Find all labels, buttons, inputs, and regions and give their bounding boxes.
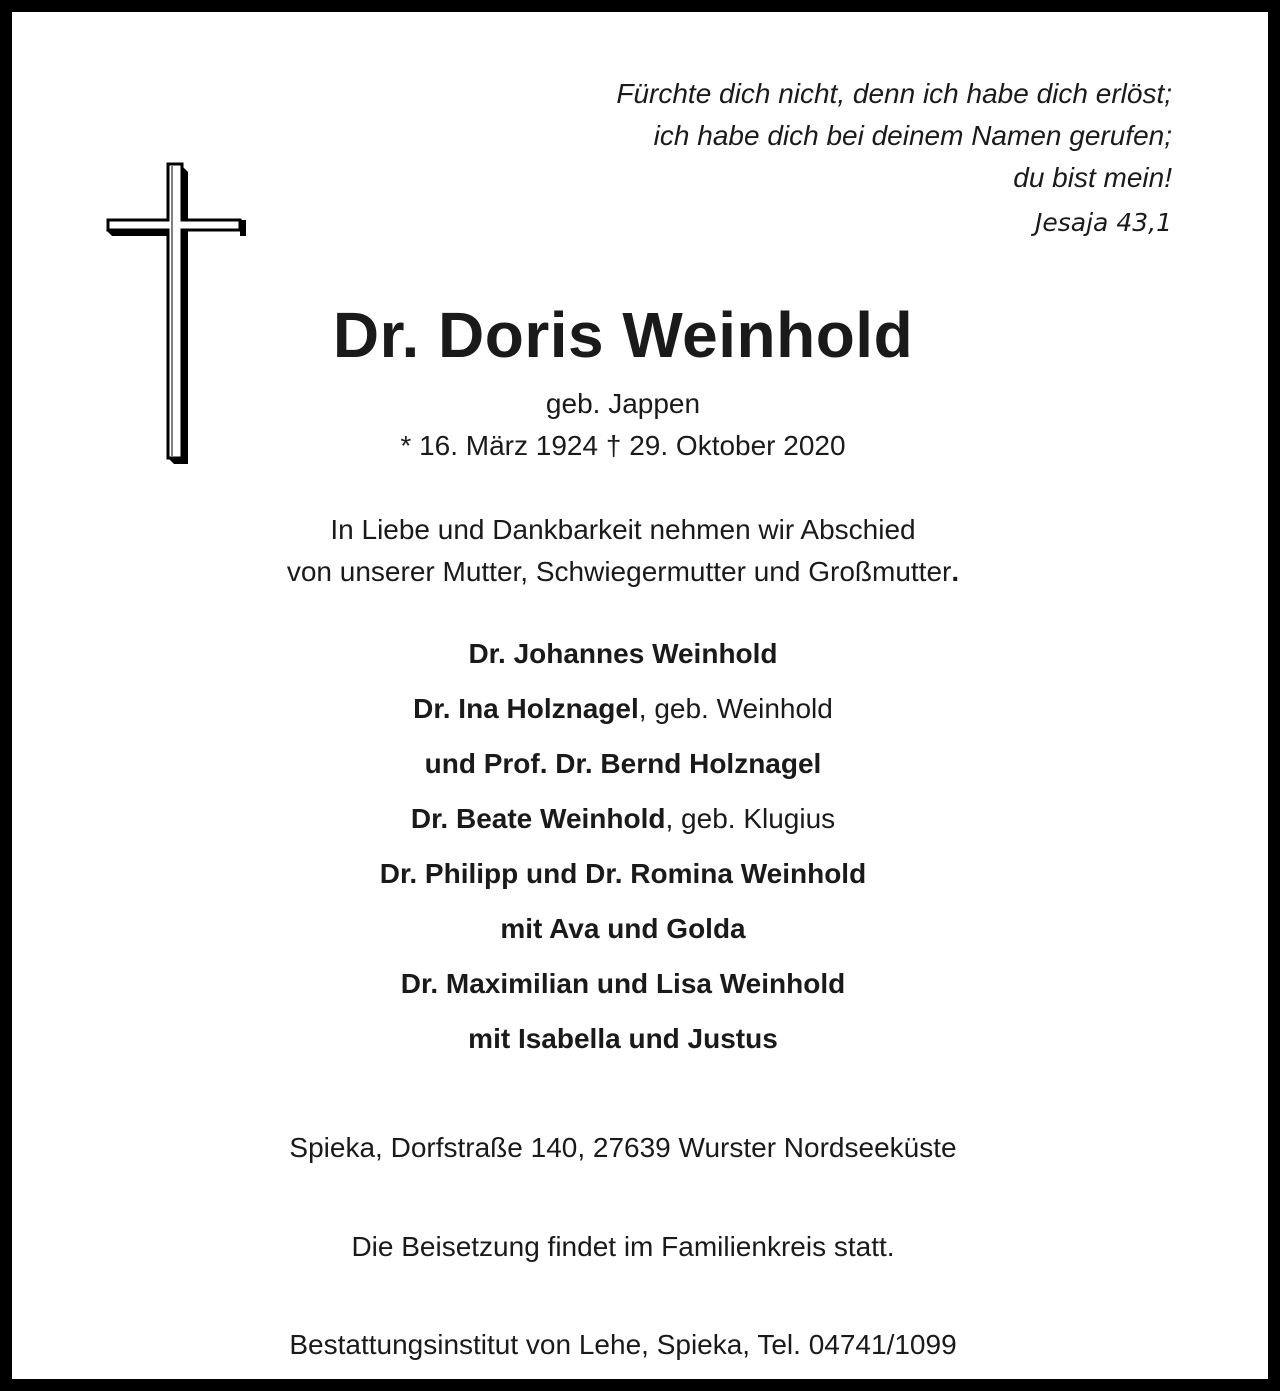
farewell-period: .: [951, 556, 960, 587]
mourner-name: Dr. Philipp und Dr. Romina Weinhold: [379, 858, 867, 889]
mourner-name: Dr. Beate Weinhold: [410, 803, 666, 834]
mourner-line: [12, 638, 1234, 670]
funeral-home: Bestattungsinstitut von Lehe, Spieka, Tel. 04741/1099: [289, 1329, 957, 1360]
mourner-name: mit Isabella und Justus: [468, 1023, 778, 1054]
mourner-name: und Prof. Dr. Bernd Holznagel: [424, 748, 822, 779]
mourner-line: [12, 693, 1234, 725]
deceased-name: Dr. Doris Weinhold: [332, 299, 914, 371]
farewell-text: von unserer Mutter, Schwiegermutter und Großmutter: [286, 556, 952, 587]
mourner-line: [12, 858, 1234, 890]
mourner-line: [12, 913, 1234, 945]
mourner-name: Dr. Ina Holznagel: [413, 693, 639, 724]
mourner-suffix: , geb. Klugius: [665, 803, 836, 834]
mourner-line: [12, 1023, 1234, 1055]
quote-line: Fürchte dich nicht, denn ich habe dich erlöst;: [616, 78, 1172, 109]
quote-line: du bist mein!: [1013, 162, 1172, 193]
mourner-line: [12, 803, 1234, 835]
burial-note: Die Beisetzung findet im Familienkreis statt.: [351, 1231, 895, 1262]
mourner-line: [12, 968, 1234, 1000]
address: Spieka, Dorfstraße 140, 27639 Wurster Nordseeküste: [289, 1132, 957, 1163]
farewell-line: In Liebe und Dankbarkeit nehmen wir Abschied: [330, 514, 916, 545]
life-dates: * 16. März 1924 † 29. Oktober 2020: [400, 430, 846, 461]
mourner-name: mit Ava und Golda: [500, 913, 746, 944]
farewell-line: [12, 556, 1234, 588]
quote-reference: Jesaja 43,1: [1035, 208, 1172, 237]
quote-line: ich habe dich bei deinem Namen gerufen;: [653, 120, 1172, 151]
mourner-line: [12, 748, 1234, 780]
birth-name: geb. Jappen: [545, 388, 701, 419]
mourner-name: Dr. Maximilian und Lisa Weinhold: [400, 968, 846, 999]
mourner-name: Dr. Johannes Weinhold: [468, 638, 778, 669]
mourner-suffix: , geb. Weinhold: [638, 693, 833, 724]
